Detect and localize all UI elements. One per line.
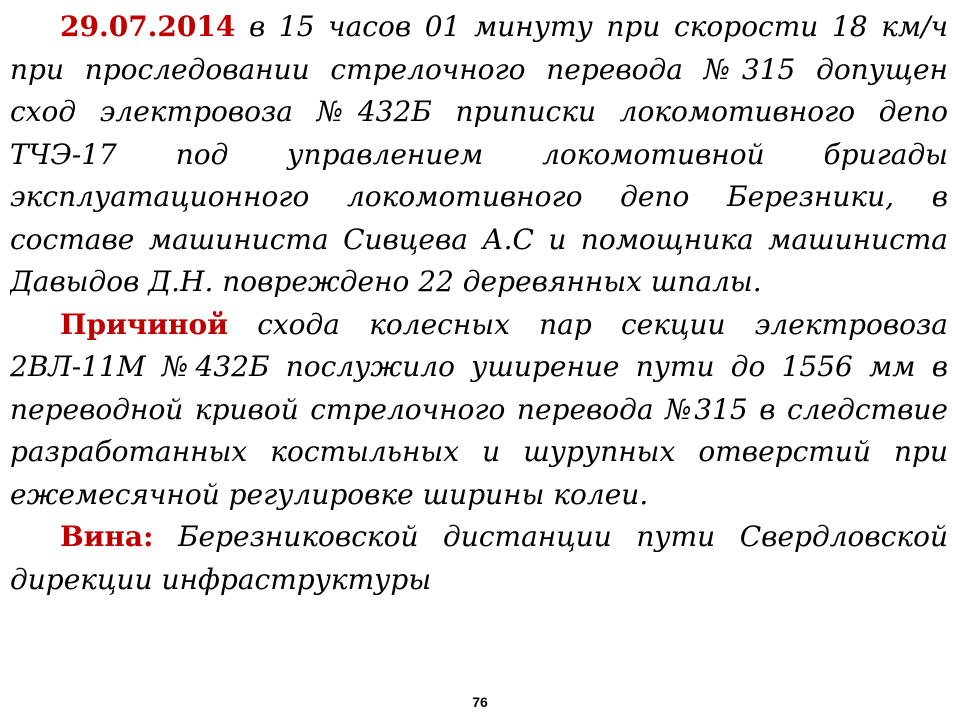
incident-date: 29.07.2014 bbox=[60, 10, 236, 43]
slide-content bbox=[10, 6, 948, 666]
cause-heading: Причиной bbox=[60, 307, 228, 341]
cause-description: схода колесных пар секции электровоза 2ВЛ-11М №432Б послужило уширение пути до 1556 мм в переводной кривой стрелочного перевода №315 в следствие разработанных костыльных и шурупных отверстий при ежемесячной регулировке ширины колеи. bbox=[10, 307, 948, 511]
page-number: 76 bbox=[472, 694, 488, 710]
fault-paragraph bbox=[10, 516, 948, 601]
incident-description: в 15 часов 01 минуту при скорости 18 км/ч при проследовании стрелочного перевода №315 допущен сход электровоза №432Б приписки локомотивного депо ТЧЭ-17 под управлением локомотивной бригады эксплуатационного локомотивного депо Березники, в составе машиниста Сивцева А.С и помощника машиниста Давыдов Д.Н. повреждено 22 деревянных шпалы. bbox=[10, 10, 948, 298]
incident-paragraph bbox=[10, 6, 948, 304]
fault-description: Березниковской дистанции пути Свердловской дирекции инфраструктуры bbox=[10, 520, 948, 596]
cause-paragraph bbox=[10, 304, 948, 517]
fault-heading: Вина: bbox=[60, 520, 154, 553]
